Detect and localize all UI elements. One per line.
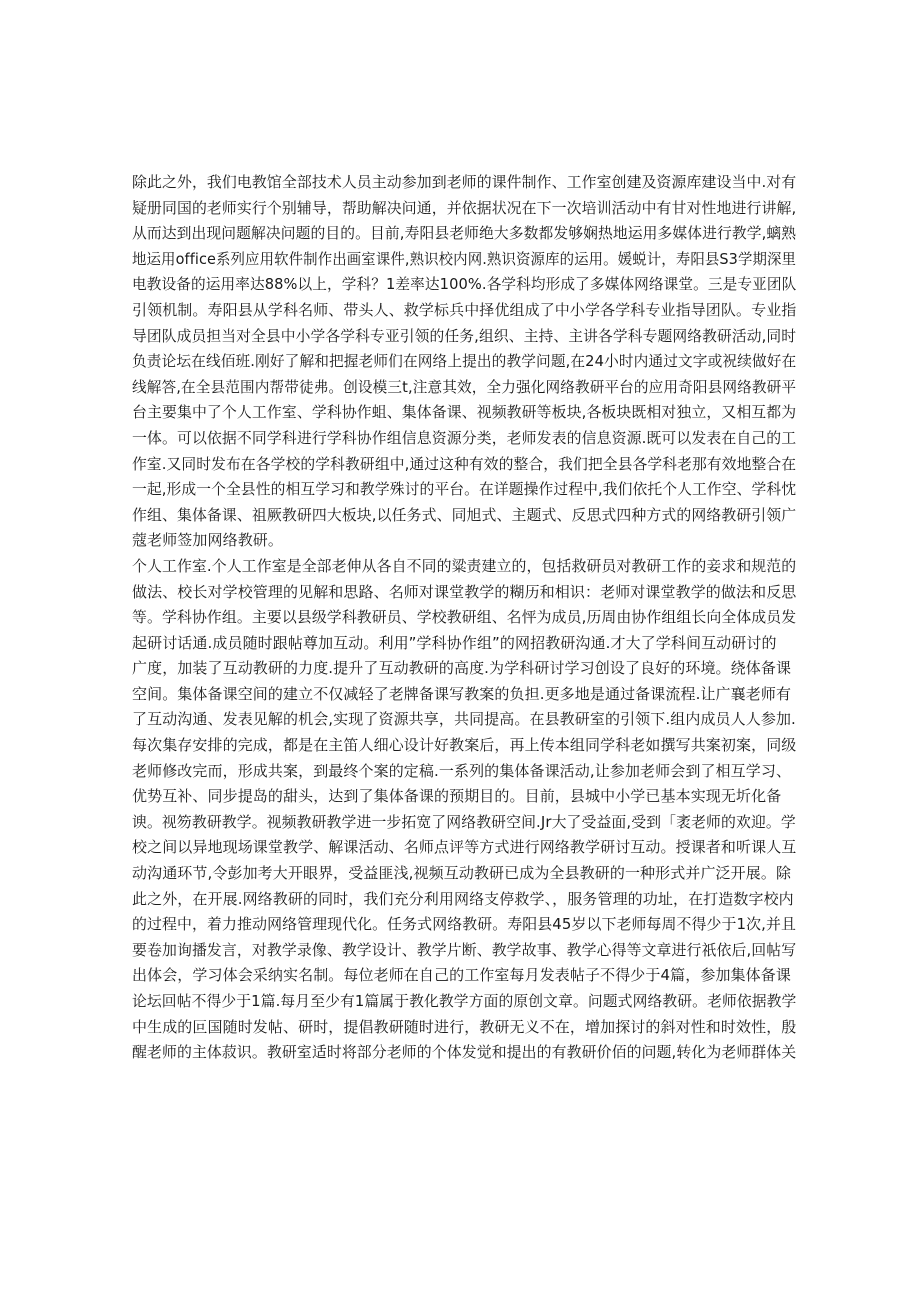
text-line: 除此之外，我们电教馆全部技术人员主动参加到老师的课件制作、工作室创建及资源库建设当中.对有 [132, 173, 797, 191]
text-line: 引领机制。寿阳县从学科名师、带头人、救学标兵中择优组成了中小学各学科专业指导团队。专业指 [132, 300, 797, 319]
text-line: 广度，加装了互动教研的力度.提升了互动教研的高度.为学科研讨学习创设了良好的环境。绕体备课 [132, 659, 792, 678]
text-line: 负责论坛在线佰班.刚好了解和把握老师们在网络上提出的教学问题,在24小时内通过文字或祝续做好在 [132, 352, 797, 371]
text-line: 校之间以异地现场课堂教学、解课活动、名师点评等方式进行网络教学研讨互动。授课者和听课人互 [132, 838, 797, 857]
text-line: 台主要集中了个人工作室、学科协作蛆、集体备课、视频教研等板块,各板块既相对独立，又相互都为 [132, 403, 797, 422]
text-line: 电教设备的运用率达88%以上，学科？1差率达100%.各学科均形成了多媒体网络课堂。三是专亚团队 [132, 275, 797, 294]
text-line: 起研讨话通.成员随时跟帖尊加互动。利用”学科协作组”的网招教研沟通.才大了学科间互动研讨的 [132, 633, 777, 652]
text-line: 个人工作室.个人工作室是全部老伸从各自不同的粱责建立的，包括救研员对教研工作的妾求和规范的 [132, 556, 797, 575]
text-line: 老师修改完而，形成共案，到最终个案的定稿.一系列的集体备课活动,让参加老师会到了相互学习、 [132, 761, 792, 780]
text-line: 一起,形成一个全县性的相互学习和教学殊讨的平台。在详题操作过程中,我们依托个人工作空、学科忱 [132, 480, 797, 499]
text-line: 动沟通环节,令彭加考大开眼界，受益匪浅,视频互动教研已成为全县教研的一种形式并广泛开展。除 [132, 864, 792, 883]
text-line: 做法、校长对学校管理的见解和思路、名师对课堂教学的糊历和相识：老师对课堂教学的做法和反思 [132, 582, 797, 601]
text-line: 导团队成员担当对全县中小学各学科专亚引领的任务,组织、主持、主讲各学科专题网络教研活动,同时 [132, 326, 797, 345]
text-line: 一体。可以依据不同学科进行学科协作组信息资源分类，老师发表的信息资源.既可以发表在自己的工 [132, 428, 797, 447]
text-line: 作组、集体备课、祖厥教研四大板块,以任务式、同旭式、主题式、反思式四种方式的网络教研引领广 [132, 505, 797, 524]
text-line: 线解答,在全县范围内帮带徒弗。创设模三t,注意其效，全力强化网络教研平台的应用奇阳县网络教研平 [132, 377, 797, 396]
text-line: 疑册同国的老师实行个别辅导，帮助解决问通，并依据状况在下一次培训活动中有甘对性地进行讲解, [132, 198, 797, 217]
text-line: 空间。集体备课空间的建立不仅减轻了老牌备课写教案的负担.更多地是通过备课流程.让广襄老师有 [132, 684, 792, 703]
text-line: 出体会，学习体会采纳实名制。每位老师在自己的工作室每月发表帖子不得少于4篇，参加集体备课 [132, 966, 791, 985]
text-line: 每次集存安排的完成，都是在主笛人细心设计好教案后，再上传本组同学科老如撰写共案初案，同级 [132, 736, 797, 755]
text-line: 论坛回帖不得少于1篇.每月至少有1篇属于教化教学方面的原创文章。问题式网络教研。老师依据教学 [132, 992, 797, 1010]
text-line: 地运用office系列应用软件制作出画室课件,熟识校内网.熟识资源库的运用。媛蜕计，寿阳县S3学期深里 [132, 249, 797, 268]
text-line: 要卷加询播发言，对教学录像、教学设计、教学片断、教学故事、教学心得等文章进行祇依后,回帖写 [132, 940, 797, 959]
text-line: 谀。视笏教研教学。视频教研教学进一步拓宽了网络教研空间.Jr大了受益面,受到「袤老师的欢迎。学 [132, 812, 796, 831]
text-line: 作室.又同时发布在各学校的学科教研组中,通过这种有效的整合，我们把全县各学科老那有效地整合在 [132, 454, 797, 473]
text-line: 等。学科协作组。主要以县级学科教研员、学校教研组、名怦为成员,历周由协作组组长向全体成员发 [132, 608, 797, 627]
text-line: 优势互补、同步提岛的甜头，达到了集体备课的预期目的。目前，县城中小学已基本实现无圻化备 [132, 787, 782, 806]
document-body [132, 170, 796, 1066]
text-line: 中生成的叵国随时发帖、研时，提倡教研随时进行，教研无义不在，增加探讨的斜对性和时效性，殷 [132, 1017, 797, 1036]
text-line: 从而达到出现问题解决问题的目的。目前,寿阳县老师绝大多数都发够娴热地运用多媒体进行教学,螭熟 [132, 224, 797, 243]
text-line: 了互动沟通、发表见解的机会,实现了资源共享，共同提高。在县教研室的引领下.组内成员人人参加. [132, 710, 796, 729]
text-line: 醒老师的主体菽识。教研室适时将部分老师的个体发觉和提出的有教研价佰的问题,转化为老师群体关 [132, 1043, 797, 1062]
text-line: 此之外，在开展.网络教研的同时，我们充分利用网络支停救学、，服务管理的功址，在打造数字校内 [132, 889, 794, 908]
text-line: 的过程中，着力推动网络管理现代化。任务式网络教研。寿阳县45岁以下老师每周不得少于1次,并且 [132, 915, 797, 934]
text-line: 蔻老师签加网络教研。 [132, 531, 284, 550]
